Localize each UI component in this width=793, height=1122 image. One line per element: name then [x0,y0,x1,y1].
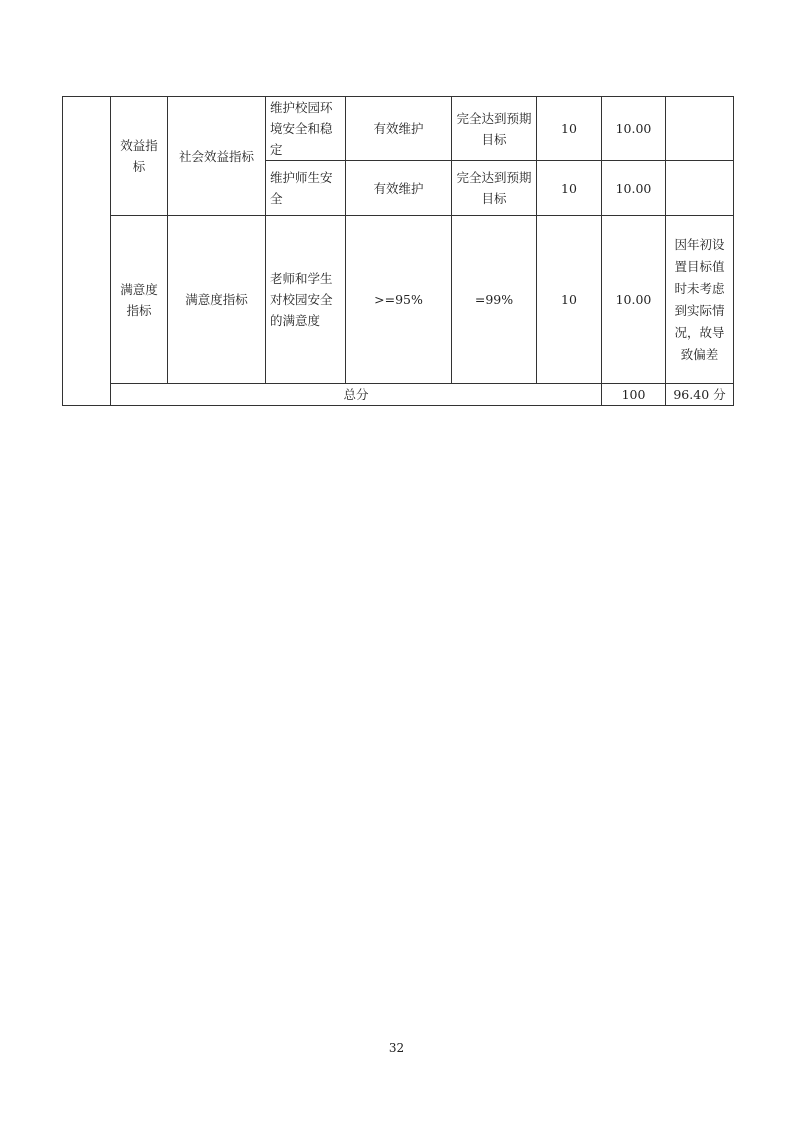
actual-cell: =99% [452,216,537,384]
indicator-cell: 维护师生安全 [266,161,346,216]
level3-cell: 社会效益指标 [168,97,266,216]
total-label: 总分 [111,384,602,406]
total-score: 96.40 分 [666,384,734,406]
level2-cell: 效益指标 [111,97,168,216]
note-cell [666,161,734,216]
score-cell: 10.00 [602,216,666,384]
target-cell: 有效维护 [346,161,452,216]
weight-cell: 10 [537,97,602,161]
total-row [63,384,734,406]
weight-cell: 10 [537,161,602,216]
performance-table [62,96,734,406]
note-cell [666,97,734,161]
target-cell: >=95% [346,216,452,384]
table-row [63,97,734,161]
level1-cell [63,97,111,406]
note-cell: 因年初设置目标值时未考虑到实际情况，故导致偏差 [666,216,734,384]
indicator-cell: 维护校园环境安全和稳定 [266,97,346,161]
weight-cell: 10 [537,216,602,384]
indicator-cell: 老师和学生对校园安全的满意度 [266,216,346,384]
table-row [63,216,734,384]
level2-cell: 满意度指标 [111,216,168,384]
level3-cell: 满意度指标 [168,216,266,384]
actual-cell: 完全达到预期目标 [452,97,537,161]
total-weight: 100 [602,384,666,406]
score-cell: 10.00 [602,161,666,216]
page-number: 32 [388,1041,405,1055]
score-cell: 10.00 [602,97,666,161]
actual-cell: 完全达到预期目标 [452,161,537,216]
target-cell: 有效维护 [346,97,452,161]
